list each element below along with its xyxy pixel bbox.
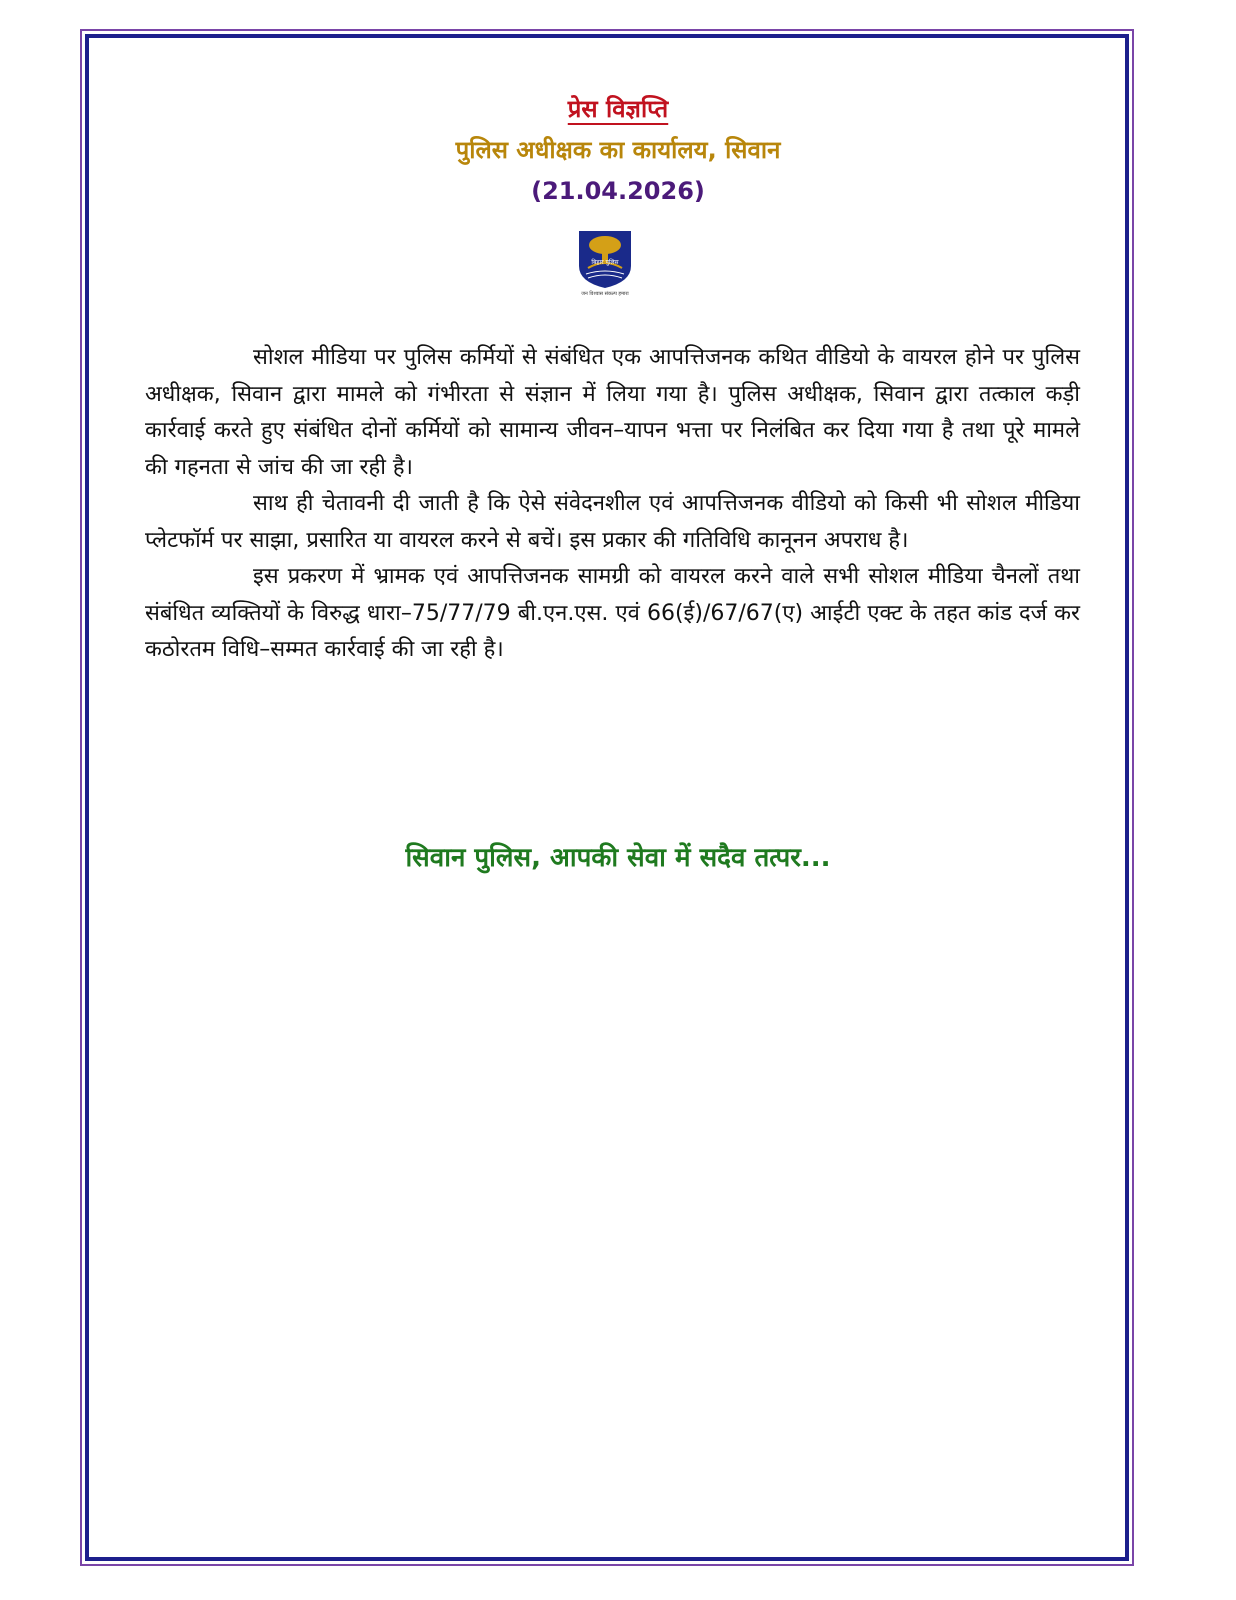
press-release-body (145, 340, 1080, 669)
office-name: पुलिस अधीक्षक का कार्यालय, सिवान (455, 136, 781, 164)
body-paragraph: इस प्रकरण में भ्रामक एवं आपत्तिजनक सामग्री को वायरल करने वाले सभी सोशल मीडिया चैनलों तथा संबंधित व्यक्तियों के विरुद्ध धारा–75/77/79 बी.एन.एस. एवं 66(ई)/67/67(ए) आईटी एक्ट के तहत कांड दर्ज कर कठोरतम विधि–सम्मत कार्रवाई की जा रही है। (145, 564, 1080, 662)
footer-slogan: सिवान पुलिस, आपकी सेवा में सदैव तत्पर... (405, 843, 831, 873)
bihar-police-emblem-icon (568, 228, 642, 296)
body-paragraph: साथ ही चेतावनी दी जाती है कि ऐसे संवेदनशील एवं आपत्तिजनक वीडियो को किसी भी सोशल मीडिया प्लेटफॉर्म पर साझा, प्रसारित या वायरल करने से बचें। इस प्रकार की गतिविधि कानूनन अपराध है। (145, 491, 1080, 553)
release-date: (21.04.2026) (531, 177, 705, 205)
body-paragraph: सोशल मीडिया पर पुलिस कर्मियों से संबंधित एक आपत्तिजनक कथित वीडियो के वायरल होने पर पुलिस अधीक्षक, सिवान द्वारा मामले को गंभीरता से संज्ञान में लिया गया है। पुलिस अधीक्षक, सिवान द्वारा तत्काल कड़ी कार्रवाई करते हुए संबंधित दोनों कर्मियों को सामान्य जीवन–यापन भत्ता पर निलंबित कर दिया गया है तथा पूरे मामले की गहनता से जांच की जा रही है। (145, 345, 1080, 480)
logo-text: बिहार पुलिस (591, 259, 619, 266)
press-release-title: प्रेस विज्ञप्ति (567, 95, 669, 123)
logo-motto: जन विश्वास संकल्प हमारा (581, 291, 629, 296)
